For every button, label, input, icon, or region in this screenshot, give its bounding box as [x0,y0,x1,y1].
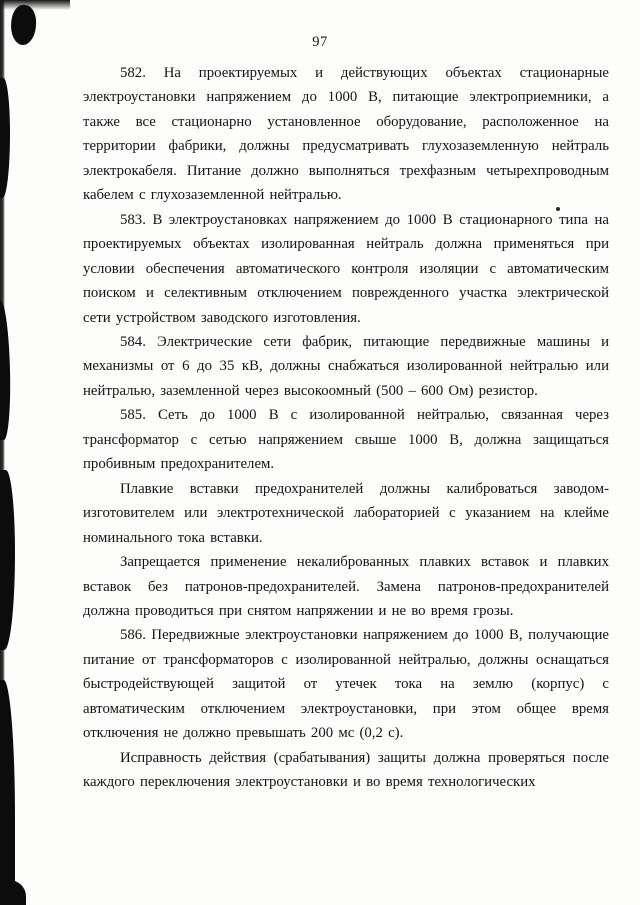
scan-blot-artifact [0,78,10,198]
paragraph-586: 586. Передвижные электроустановки напряжением до 1000 В, получающие питание от трансформаторов с изолированной нейтралью, должны оснащаться быстродействующей защитой от утечек тока на землю (корпус) с автоматическим отключением электроустановки, при этом общее время отключения не должно превышать 200 мс (0,2 с). [83,627,609,742]
scan-blot-artifact [0,680,15,905]
scan-blot-artifact [0,880,26,905]
scan-blot-artifact [0,470,15,650]
paragraph-585: 585. Сеть до 1000 В с изолированной нейтралью, связанная через трансформатор с сетью напряжением свыше 1000 В, должна защищаться пробивным предохранителем. [83,407,609,473]
paragraph-fuse-links: Плавкие вставки предохранителей должны калиброваться заводом-изготовителем или электротехнической лабораторией с указанием на клейме номинального тока вставки. [83,480,609,546]
paragraph-protection-check: Исправность действия (срабатывания) защиты должна проверяться после каждого переключения электроустановки и во время технологических [83,749,609,791]
document-body [83,61,609,795]
paragraph-583: 583. В электроустановках напряжением до 1000 В стационарного типа на проектируемых объектах изолированная нейтраль должна применяться при условии обеспечения автоматического контроля изоляции с автоматическим поиском и селективным отключением поврежденного участка электрической сети устройством заводского изготовления. [83,211,609,326]
scan-blot-artifact [0,300,11,440]
paragraph-584: 584. Электрические сети фабрик, питающие передвижные машины и механизмы от 6 до 35 кВ, должны снабжаться изолированной нейтралью или нейтралью, заземленной через высокоомный (500 – 600 Ом) резистор. [83,333,609,399]
paragraph-prohibition: Запрещается применение некалиброванных плавких вставок и плавких вставок без патронов-предохранителей. Замена патронов-предохранителей должна проводиться при снятом напряжении и не во время грозы. [83,554,609,619]
scan-edge-artifact [0,0,70,10]
page-number: 97 [312,34,328,50]
paragraph-582: 582. На проектируемых и действующих объектах стационарные электроустановки напряжением до 1000 В, питающие электроприемники, а также все стационарно установленное оборудование, расположенное на территории фабрики, должны предусматривать глухозаземленную нейтраль электрокабеля. Питание должно выполняться трехфазным четырехпроводным кабелем с глухозаземленной нейтралью. [83,65,609,204]
